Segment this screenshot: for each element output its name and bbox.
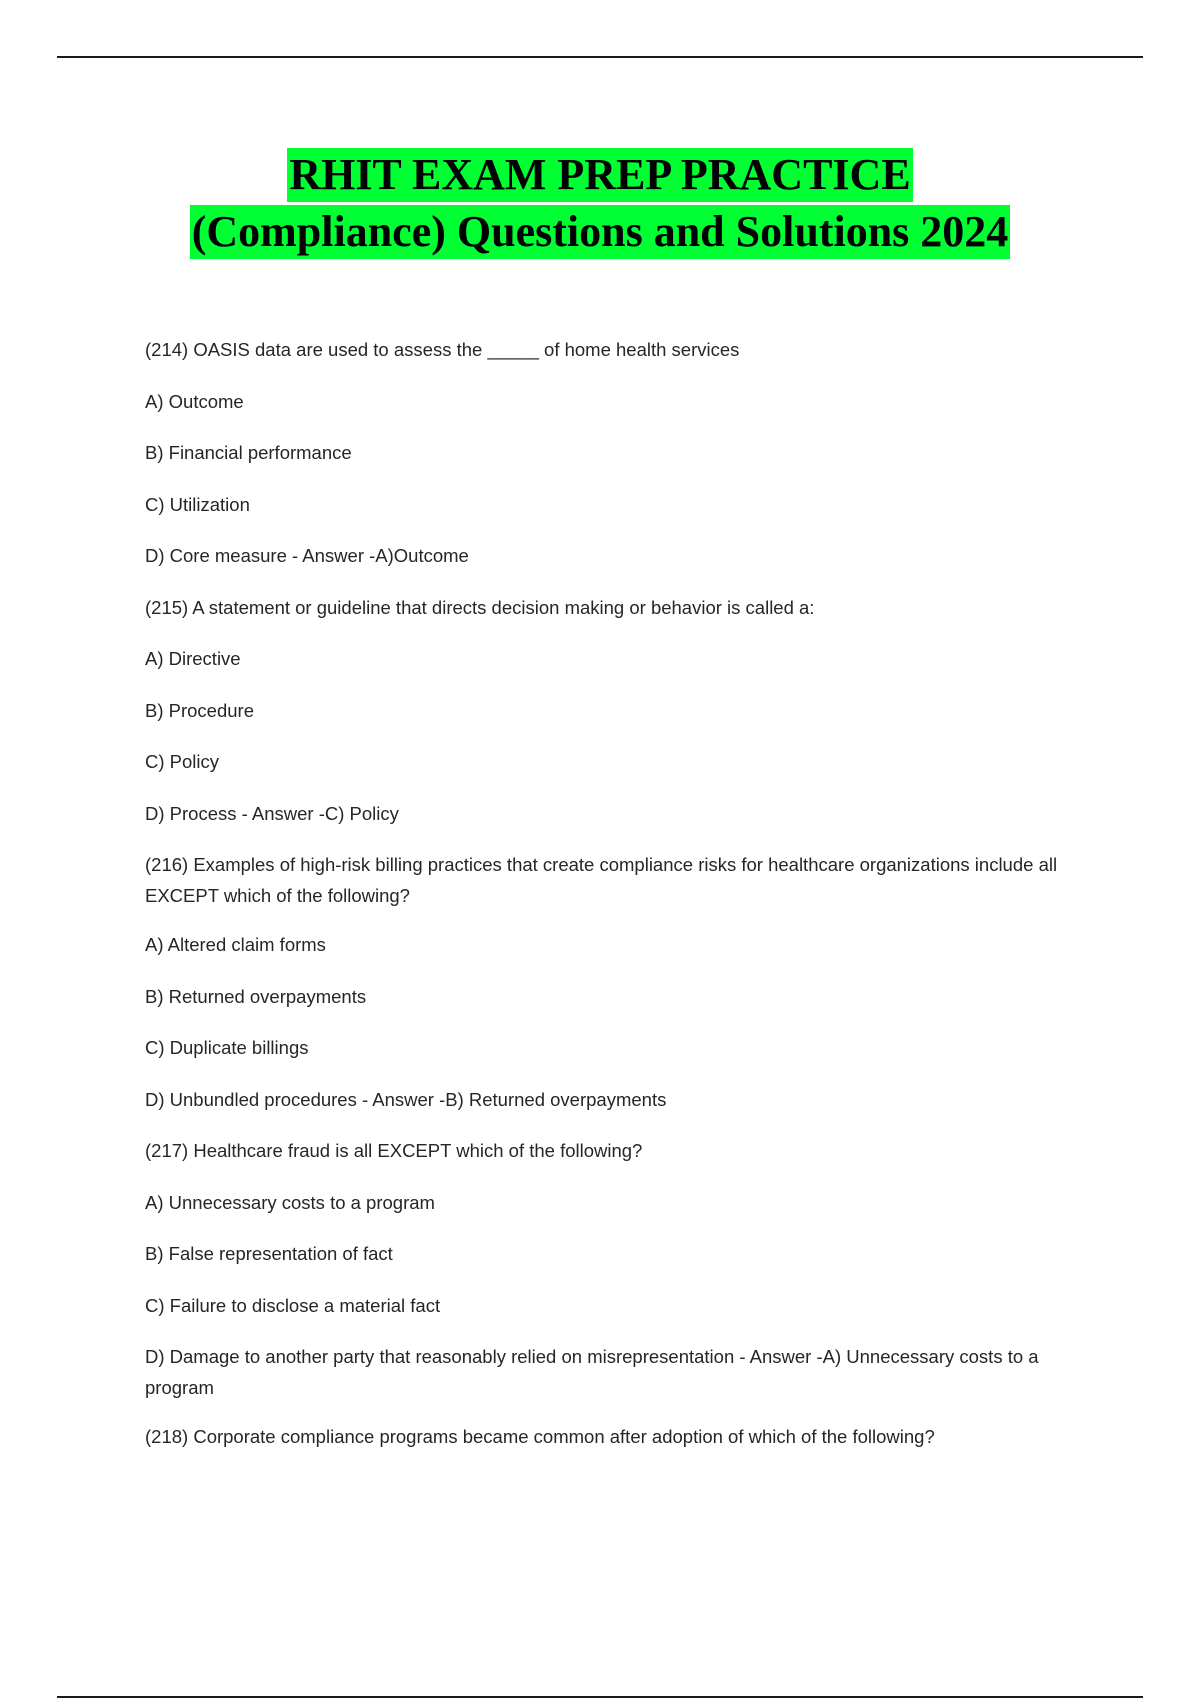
option-c: C) Policy bbox=[145, 751, 220, 772]
title-line-2: (Compliance) Questions and Solutions 2024 bbox=[190, 205, 1011, 259]
option-b: B) Procedure bbox=[145, 699, 254, 721]
question-217: (217) Healthcare fraud is all EXCEPT which of the following? bbox=[145, 1140, 643, 1161]
bottom-rule bbox=[57, 1696, 1143, 1698]
option-d-answer: D) Core measure - Answer -A)Outcome bbox=[145, 545, 469, 566]
option-b: B) Returned overpayments bbox=[145, 985, 367, 1007]
option-b: B) False representation of fact bbox=[145, 1243, 393, 1264]
question-214: (214) OASIS data are used to assess the _____ of home health services bbox=[145, 339, 740, 360]
option-d-answer: D) Damage to another party that reasonably relied on misrepresentation - Answer -A) Unnecessary costs to a program bbox=[145, 1346, 1044, 1398]
option-d-answer: D) Process - Answer -C) Policy bbox=[145, 802, 399, 824]
option-c: C) Utilization bbox=[145, 493, 250, 515]
title-line-1: RHIT EXAM PREP PRACTICE bbox=[287, 148, 912, 202]
option-a: A) Altered claim forms bbox=[145, 934, 326, 955]
top-rule bbox=[57, 56, 1143, 58]
question-218: (218) Corporate compliance programs became common after adoption of which of the following? bbox=[145, 1426, 935, 1447]
option-a: A) Directive bbox=[145, 648, 241, 669]
option-c: C) Duplicate billings bbox=[145, 1037, 309, 1058]
option-d-answer: D) Unbundled procedures - Answer -B) Returned overpayments bbox=[145, 1088, 667, 1110]
question-216: (216) Examples of high-risk billing practices that create compliance risks for healthcare organizations include all EXCEPT which of the following? bbox=[145, 854, 1063, 906]
document-title bbox=[0, 146, 1200, 260]
option-a: A) Unnecessary costs to a program bbox=[145, 1191, 435, 1213]
question-215: (215) A statement or guideline that directs decision making or behavior is called a: bbox=[145, 596, 815, 618]
option-b: B) Financial performance bbox=[145, 442, 352, 463]
question-list bbox=[145, 335, 1090, 1474]
option-a: A) Outcome bbox=[145, 390, 244, 412]
option-c: C) Failure to disclose a material fact bbox=[145, 1294, 441, 1316]
